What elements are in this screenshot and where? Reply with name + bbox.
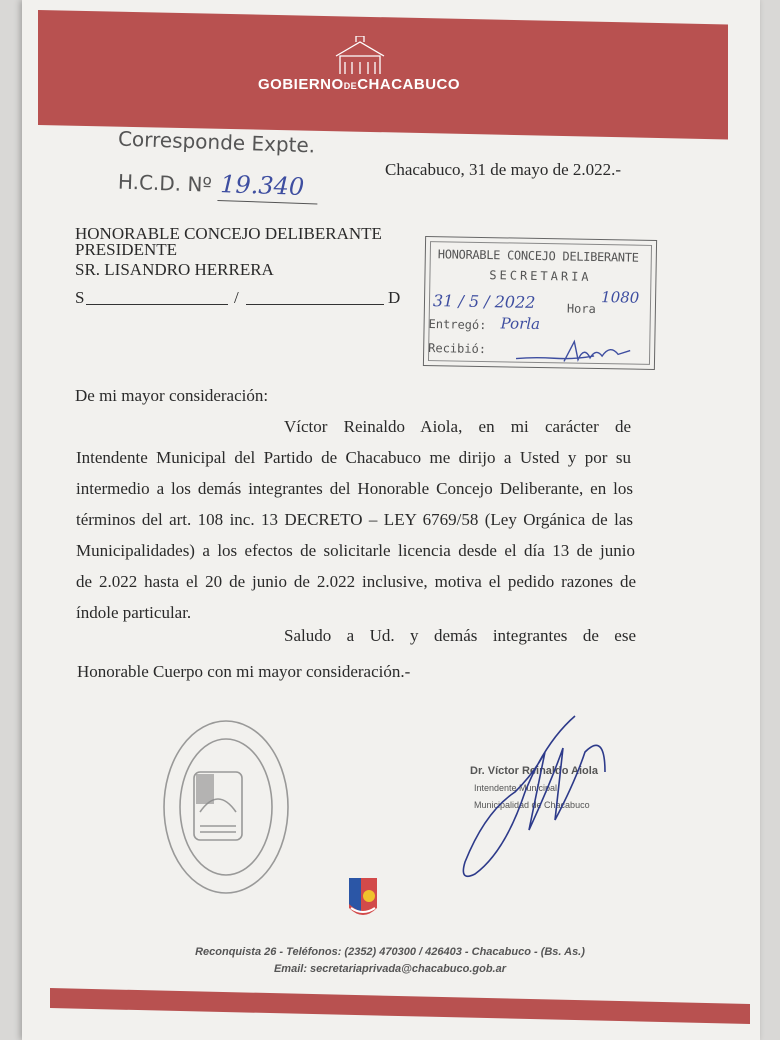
paragraph-line: índole particular.	[76, 603, 192, 622]
municipality-logo-icon	[345, 876, 381, 922]
reception-stamp-subtitle: SECRETARIA	[489, 268, 592, 284]
municipal-seal-icon	[160, 716, 292, 898]
paragraph-line: intermedio a los demás integrantes del Honorable Concejo Deliberante, en los	[76, 479, 633, 498]
footer	[0, 944, 780, 978]
recibio-label: Recibió:	[428, 341, 487, 357]
greeting: De mi mayor consideración:	[75, 386, 269, 405]
handwritten-signature-icon	[455, 712, 615, 882]
addressee-line: PRESIDENTE	[75, 240, 177, 259]
paragraph-line: Saludo a Ud. y demás integrantes de ese	[284, 626, 636, 645]
signer-org: Municipalidad de Chacabuco	[474, 800, 590, 810]
reception-stamp-title: HONORABLE CONCEJO DELIBERANTE	[437, 247, 639, 265]
sd-left: S	[75, 288, 85, 307]
entrego-value: Porla	[500, 314, 541, 334]
paragraph-line: Honorable Cuerpo con mi mayor consideración.-	[77, 662, 411, 681]
addressee-line: HONORABLE CONCEJO DELIBERANTE	[75, 224, 382, 243]
sd-underline	[86, 304, 228, 305]
sd-right: D	[388, 288, 401, 307]
stamp-hcd: H.C.D. Nº 19.340	[118, 167, 319, 202]
signer-role: Intendente Municipal	[474, 783, 558, 793]
reception-stamp	[423, 236, 657, 370]
receiver-signature-icon	[514, 337, 634, 367]
sd-underline	[246, 304, 384, 305]
hora-value: 1080	[600, 288, 640, 307]
brand-logo-text: GOBIERNODECHACABUCO	[258, 76, 461, 93]
addressee-line: SR. LISANDRO HERRERA	[75, 260, 274, 279]
footer-email: Email: secretariaprivada@chacabuco.gob.ar	[273, 963, 507, 975]
stamp-corresponde: Corresponde Expte.	[117, 126, 316, 158]
sd-slash: /	[234, 288, 239, 307]
signer-name: Dr. Víctor Reinaldo Aiola	[470, 765, 598, 777]
paragraph-line: términos del art. 108 inc. 13 DECRETO – LEY 6769/58 (Ley Orgánica de las	[76, 510, 633, 529]
letter-date: Chacabuco, 31 de mayo de 2.022.-	[385, 160, 622, 179]
paragraph-line: Intendente Municipal del Partido de Chacabuco me dirijo a Usted y por su	[76, 448, 631, 467]
reception-date: 31 / 5 / 2022	[432, 291, 536, 312]
entrego-label: Entregó:	[428, 317, 487, 333]
paragraph-line: de 2.022 hasta el 20 de junio de 2.022 inclusive, motiva el pedido razones de	[76, 572, 636, 591]
paragraph-line: Municipalidades) a los efectos de solicitarle licencia desde el día 13 de junio	[76, 541, 635, 560]
footer-address: Reconquista 26 - Teléfonos: (2352) 470300 / 426403 - Chacabuco - (Bs. As.)	[195, 946, 585, 958]
paragraph-line: Víctor Reinaldo Aiola, en mi carácter de	[284, 417, 631, 436]
hcd-number: 19.340	[218, 170, 319, 204]
building-crest-icon	[330, 36, 390, 76]
hora-label: Hora	[566, 301, 596, 316]
